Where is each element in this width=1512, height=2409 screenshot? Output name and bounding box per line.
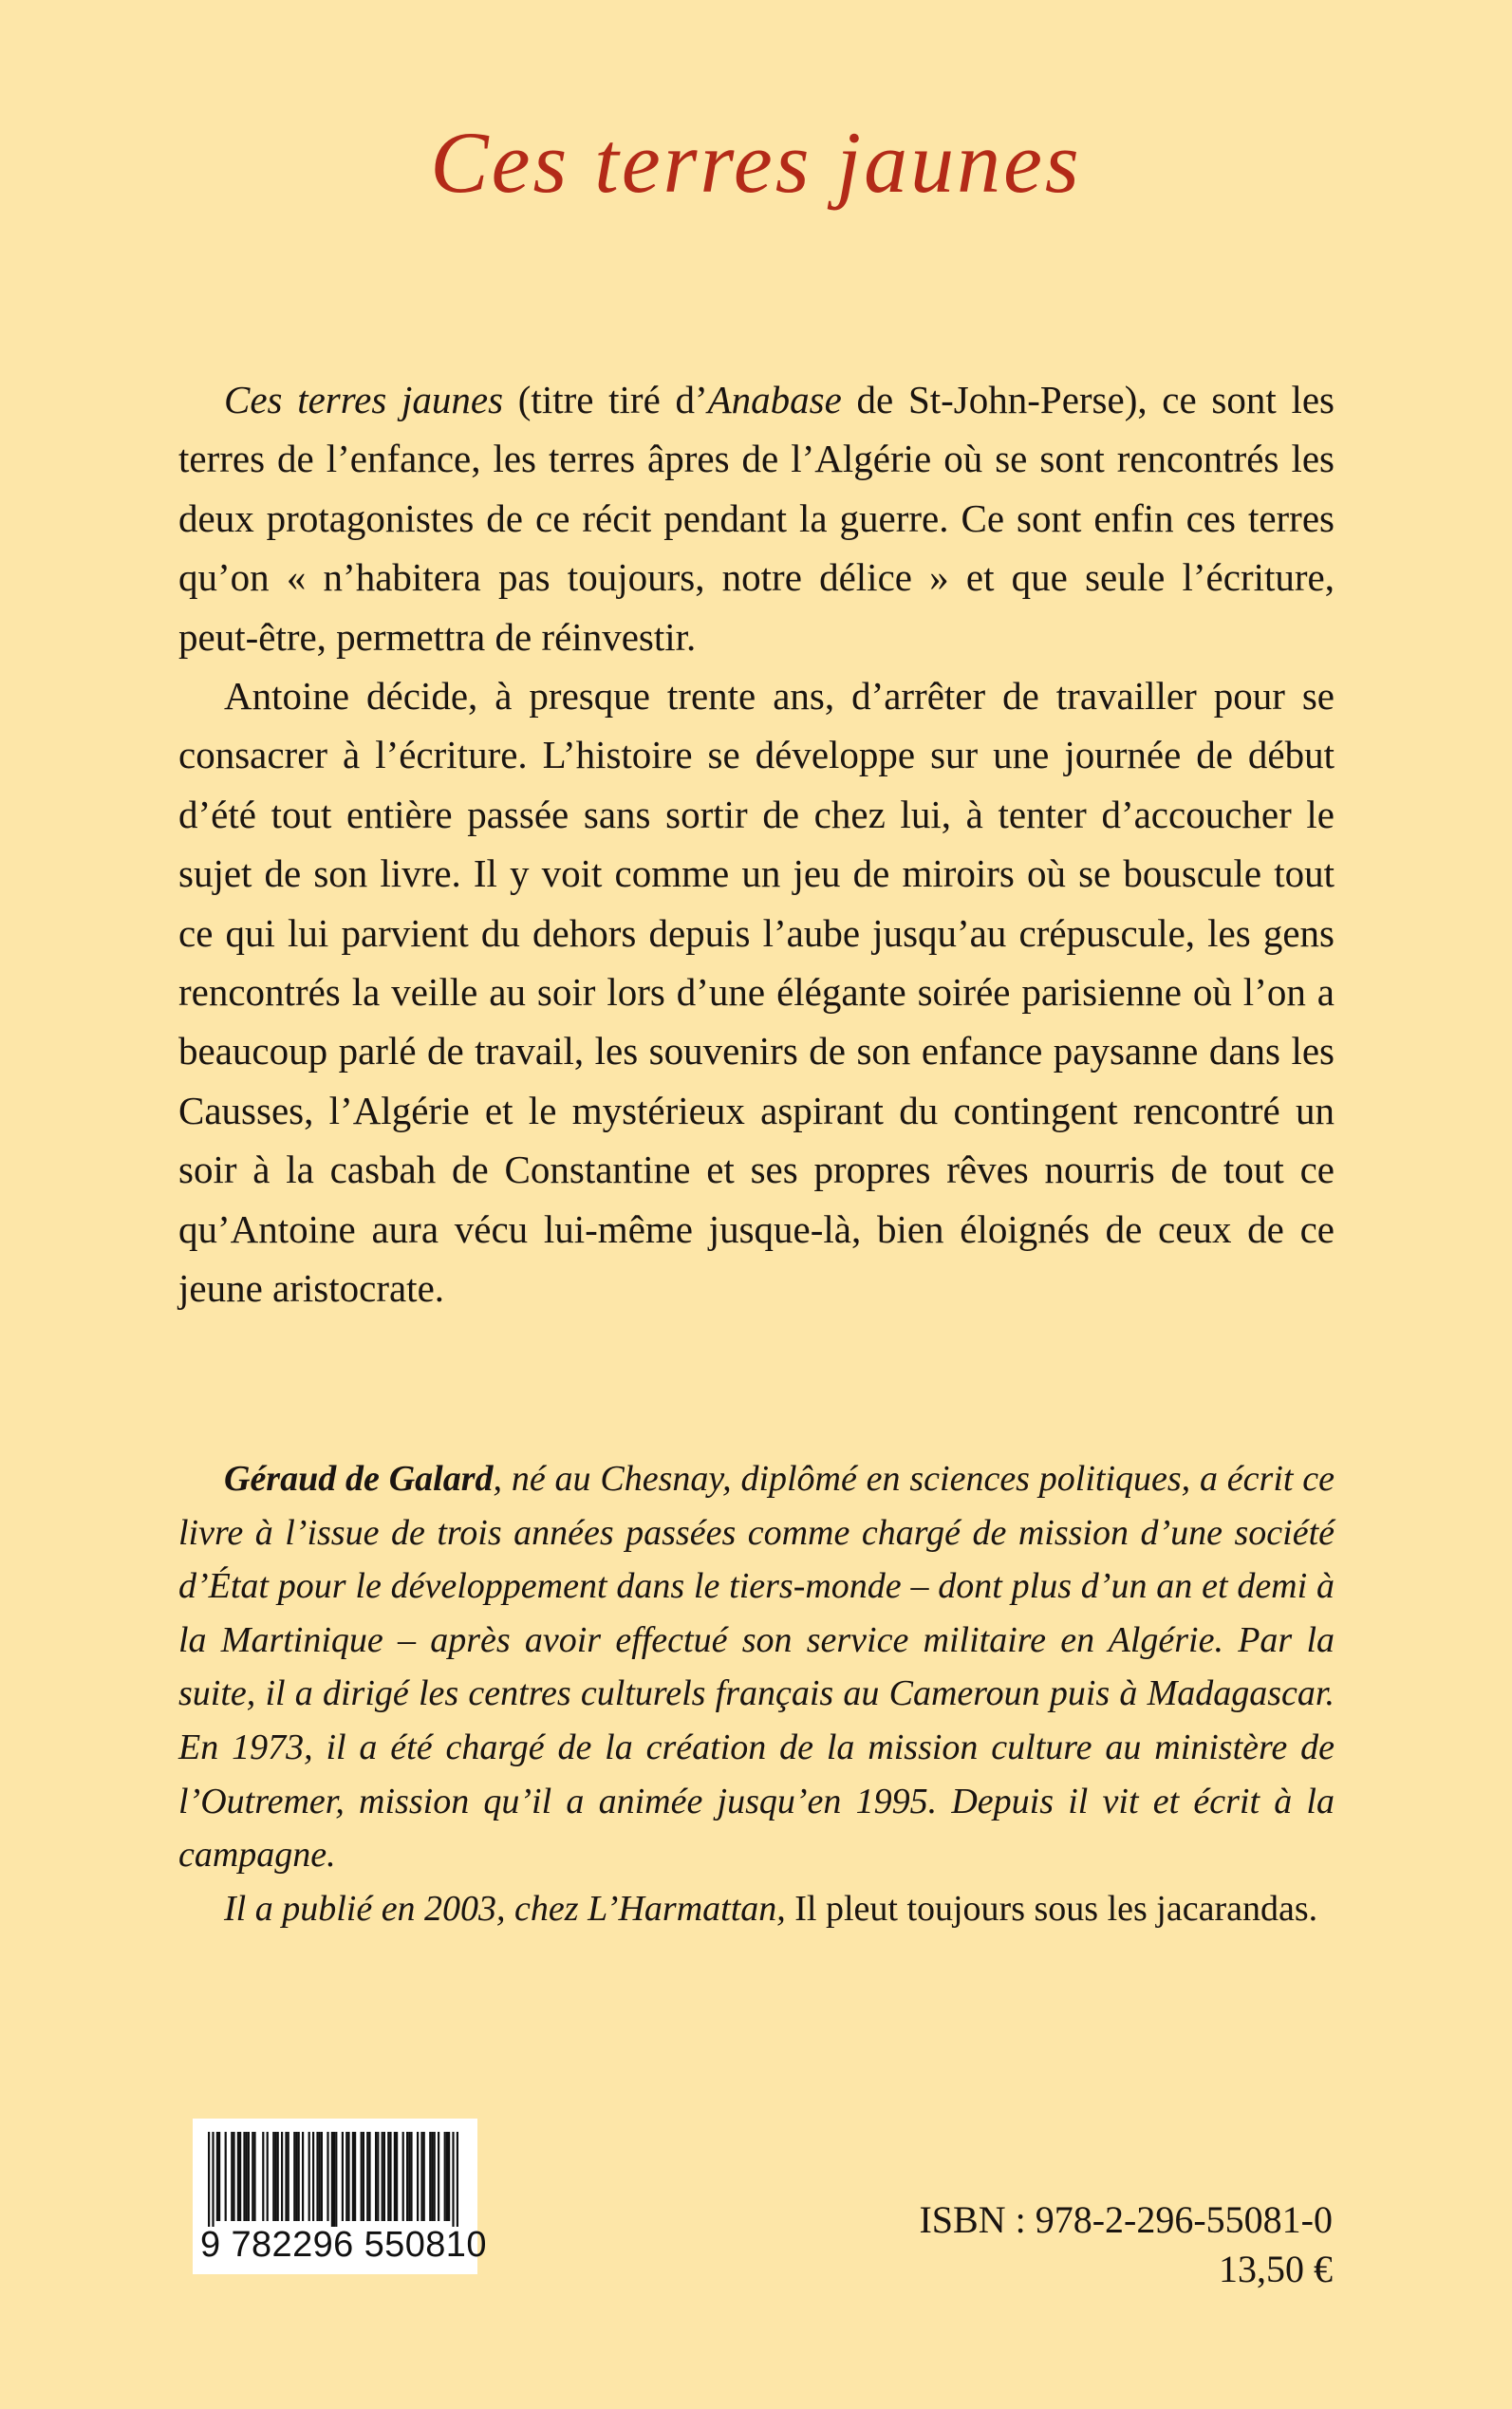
barcode-bar (366, 2132, 368, 2221)
synopsis-title-ref: Ces terres jaunes (224, 378, 504, 421)
barcode-bar (408, 2132, 410, 2221)
bio-text: . (1308, 1888, 1318, 1929)
barcode-bar (438, 2132, 439, 2221)
barcode-bar (434, 2132, 436, 2221)
barcode-bar (387, 2132, 389, 2221)
barcode-bar (394, 2132, 396, 2221)
barcode-bar (285, 2132, 287, 2221)
barcode-bar (448, 2132, 450, 2221)
barcode-bar (347, 2132, 349, 2221)
barcode-bar (354, 2132, 356, 2221)
bio-text: , né au Chesnay, diplômé en sciences politiques, a écrit ce livre à l’issue de trois années passées comme chargé de mission d’une société d’État pour le développement dans le tiers-monde – dont plus d’un an et demi à la Martinique – après avoir effectué son service militaire en Algérie. Par la suite, il a dirigé les centres culturels français au Cameroun puis à Madagascar. En 1973, il a été chargé de la création de la mission culture au ministère de l’Outremer, mission qu’il a animée jusqu’en 1995. Depuis il vit et écrit à la campagne. (178, 1459, 1335, 1876)
barcode (193, 2119, 487, 2274)
barcode-bar (383, 2132, 385, 2221)
barcode-digits: 9 782296 550810 (200, 2225, 487, 2265)
barcode-bar (331, 2132, 333, 2227)
barcode-bar (272, 2132, 274, 2221)
bio-paragraph-1 (178, 1452, 1335, 1882)
barcode-bar (218, 2132, 220, 2221)
barcode-bar (308, 2132, 310, 2221)
barcode-bar (274, 2132, 276, 2221)
barcode-bar (248, 2132, 250, 2221)
book-ref: Il pleut toujours sous les jacarandas (794, 1888, 1309, 1929)
barcode-bar (216, 2132, 218, 2221)
barcode-bar (225, 2132, 227, 2221)
barcode-bar (267, 2132, 269, 2221)
bio-paragraph-2 (178, 1882, 1335, 1936)
barcode-bar (293, 2132, 295, 2221)
barcode-bar (345, 2132, 347, 2221)
barcode-bar (233, 2132, 234, 2221)
synopsis-paragraph-2: Antoine décide, à presque trente ans, d’arrêter de travailler pour se consacrer à l’écriture. L’histoire se développe sur une journée de début d’été tout entière passée sans sortir de chez lui, à tenter d’accoucher le sujet de son livre. Il y voit comme un jeu de miroirs où se bouscule tout ce qui lui parvient du dehors depuis l’aube jusqu’au crépuscule, les gens rencontrés la veille au soir lors d’une élégante soirée parisienne où l’on a beaucoup parlé de travail, les souvenirs de son enfance paysanne dans les Causses, l’Algérie et le mystérieux aspirant du contingent rencontré un soir à la casbah de Constantine et ses propres rêves nourris de tout ce qu’Antoine aura vécu lui-même jusque-là, bien éloignés de ceux de ce jeune aristocrate. (178, 674, 1335, 1311)
barcode-bar (281, 2132, 283, 2221)
barcode-bar (363, 2132, 364, 2221)
barcode-bar (423, 2132, 425, 2221)
barcode-bar (335, 2132, 337, 2227)
barcode-bar (239, 2132, 241, 2221)
barcode-bar (446, 2132, 448, 2221)
barcode-bar (417, 2132, 419, 2221)
price: 13,50 € (1219, 2248, 1333, 2290)
barcode-bars (202, 2132, 468, 2227)
barcode-bar (262, 2132, 264, 2221)
barcode-bar (375, 2132, 377, 2221)
barcode-bar (389, 2132, 391, 2221)
isbn: ISBN : 978-2-296-55081-0 (919, 2198, 1333, 2241)
barcode-bar (377, 2132, 379, 2221)
barcode-bar (429, 2132, 431, 2221)
barcode-bar (457, 2132, 458, 2227)
synopsis-text: de St-John-Perse), ce sont les terres de l’enfance, les terres âpres de l’Algérie où se sont rencontrés les deux protagonistes de ce récit pendant la guerre. Ce sont enfin ces terres qu’on « n’habitera pas toujours, notre délice » et que seule l’écriture, peut-être, permettra de réinvestir. (178, 378, 1335, 659)
barcode-bar (368, 2132, 370, 2221)
barcode-bar (246, 2132, 248, 2221)
barcode-bar (208, 2132, 210, 2227)
synopsis-text: (titre tiré d’ (503, 378, 708, 421)
barcode-bar (327, 2132, 328, 2221)
barcode-bar (316, 2132, 318, 2221)
bio-text: Il a publié en 2003, chez L’Harmattan, (224, 1888, 795, 1929)
barcode-bar (302, 2132, 304, 2221)
barcode-bar (237, 2132, 239, 2221)
barcode-bar (396, 2132, 398, 2221)
barcode-bar (420, 2132, 422, 2221)
barcode-bar (288, 2132, 289, 2221)
barcode-bar (295, 2132, 297, 2221)
barcode-bar (231, 2132, 233, 2221)
barcode-bar (361, 2132, 363, 2221)
barcode-bar (277, 2132, 279, 2221)
barcode-bar (319, 2132, 321, 2221)
barcode-bar (342, 2132, 344, 2221)
barcode-bar (406, 2132, 408, 2221)
barcode-bar (298, 2132, 300, 2221)
synopsis-paragraph-1 (178, 370, 1335, 666)
barcode-bar (243, 2132, 245, 2221)
barcode-bar (252, 2132, 253, 2221)
barcode-bar (321, 2132, 323, 2221)
synopsis-work-ref: Anabase (707, 378, 842, 421)
barcode-bar (352, 2132, 354, 2221)
barcode-bar (382, 2132, 383, 2221)
barcode-bar (253, 2132, 255, 2221)
author-bio (178, 1452, 1335, 1935)
barcode-bar (452, 2132, 454, 2227)
barcode-bar (444, 2132, 446, 2221)
barcode-bar (333, 2132, 335, 2227)
author-name: Géraud de Galard (224, 1459, 494, 1499)
barcode-bar (402, 2132, 404, 2221)
synopsis (178, 370, 1335, 1318)
barcode-bar (431, 2132, 433, 2221)
barcode-bar (410, 2132, 412, 2221)
barcode-bar (312, 2132, 314, 2221)
book-title: Ces terres jaunes (430, 114, 1082, 211)
barcode-bar (212, 2132, 214, 2227)
